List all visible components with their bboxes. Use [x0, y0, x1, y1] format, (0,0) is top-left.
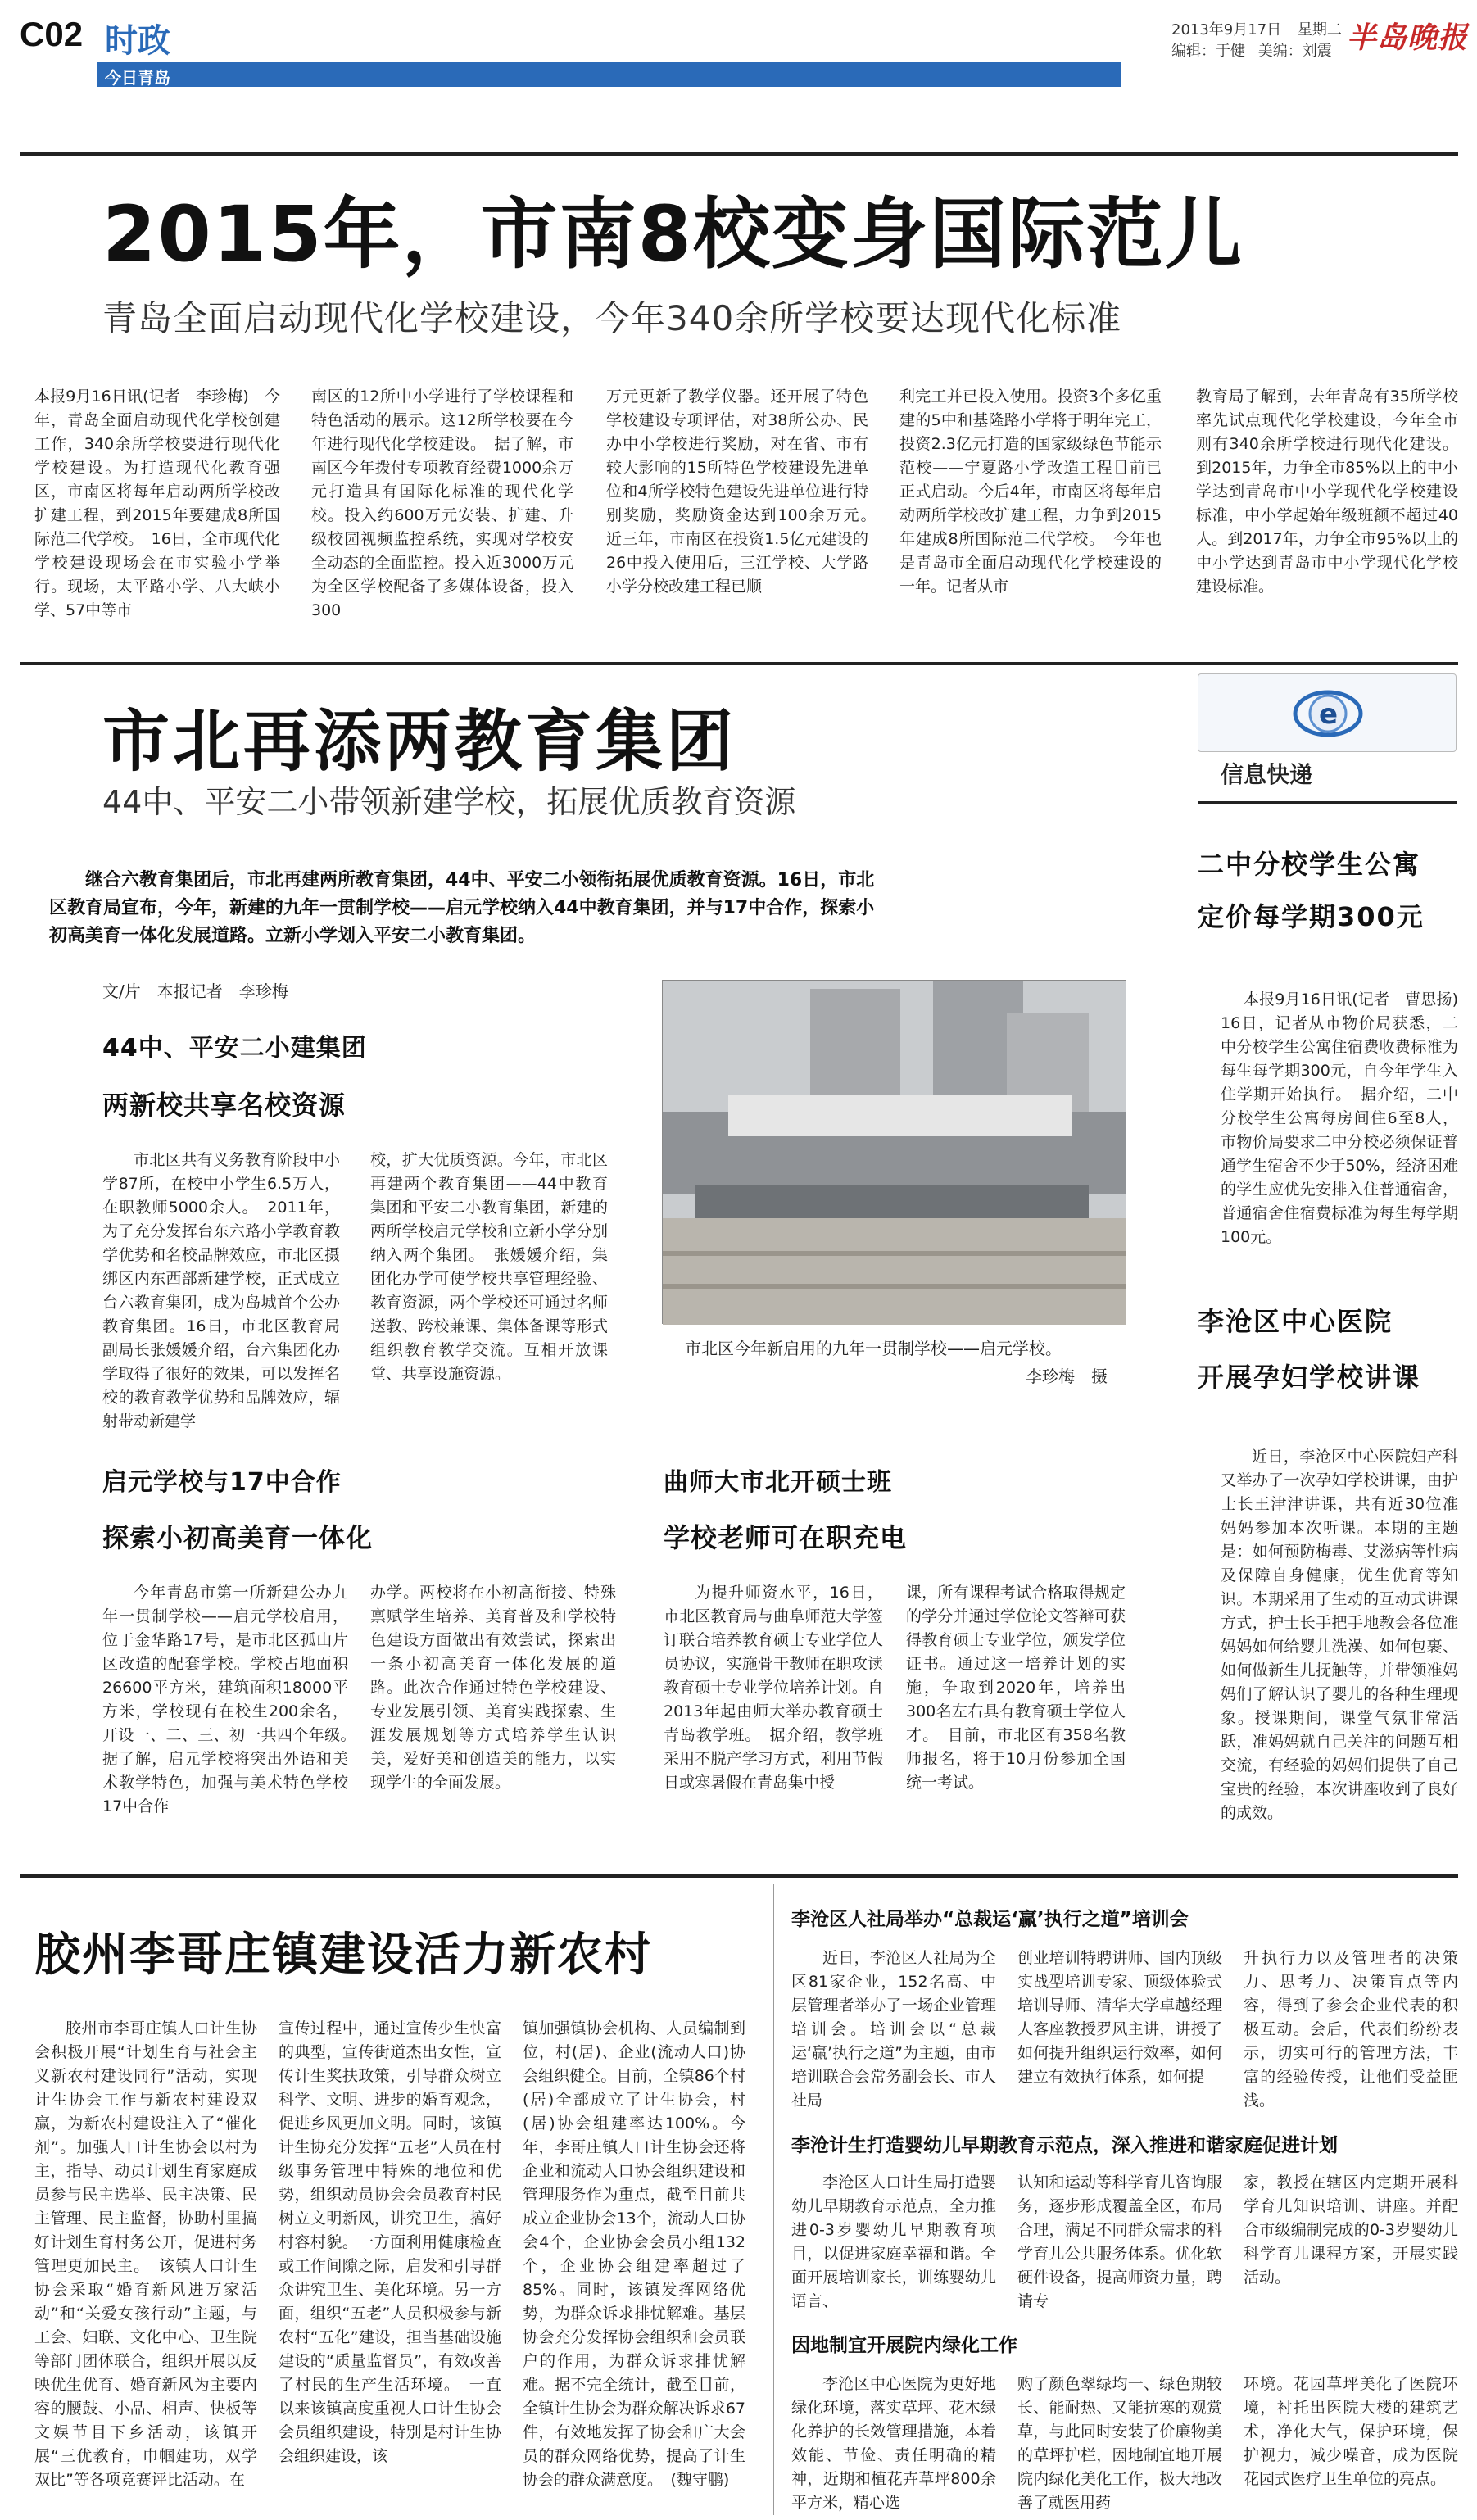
story2-photo: [662, 980, 1126, 1324]
weekday-text: 星期二: [1297, 21, 1342, 39]
lead-col-3: 万元更新了教学仪器。还开展了特色学校建设专项评估，对38所公办、民办中小学校进行奖励，对在省、市有较大影响的15所特色学校建设先进单位和4所学校特色建设先进单位进行特别奖励，奖励资金达到100余万元。 近三年，市南区在投资1.5亿元建设的26中投入使用后，三江学校、大学路小学分校改建工程已顺: [606, 388, 885, 596]
editor-text: 编辑：于健: [1171, 43, 1245, 60]
story2-headline: 市北再添两教育集团: [102, 703, 737, 781]
bottom-right-a2-col3: 家，教授在辖区内定期开展科学育儿知识培训、讲座。并配合市级编制完成的0-3岁婴幼儿科学育儿课程方案，开展实践活动。: [1244, 2173, 1458, 2287]
lead-col-4: 利完工并已投入使用。投资3个多亿重建的5中和基隆路小学将于明年完工，投资2.3亿元打造的国家级绿色节能示范校——宁夏路小学改造工程目前已正式启动。今后4年，市南区将每年启动两所学校改扩建工程，力争到2015年建成8所国际范二代学校。 今年也是青岛市全面启动现代化学校建设的一年。记者从市: [899, 388, 1162, 596]
sidebar-logo-box: [1198, 673, 1457, 752]
designer-text: 美编：刘震: [1257, 43, 1332, 60]
lead-subhead: 青岛全面启动现代化学校建设，今年340余所学校要达现代化标准: [102, 298, 1122, 338]
sidebar-item1-title2: 定价每学期300元: [1198, 901, 1425, 932]
story2-sec1-title: 两新校共享名校资源: [102, 1090, 347, 1121]
story2-sec2-col1: 今年青岛市第一所新建公办九年一贯制学校——启元学校启用，位于金华路17号，是市北区孤山片区改造的配套学校。学校占地面积26600平方米，建筑面积18000平方米，学校现有在校生200余名，开设一、二、三、初一共四个年级。 据了解，启元学校将突出外语和美术教学特色，加强与美术特色学校17中合作: [102, 1584, 365, 1815]
story2-sec1-col2: 校，扩大优质资源。今年，市北区再建两个教育集团——44中教育集团和平安二小教育集团，新建的两所学校启元学校和立新小学分别纳入两个集团。 张媛媛介绍，集团化办学可使学校共享管理经验、教育资源，两个学校还可通过名师送教、跨校兼课、集体备课等形式组织教育教学交流。互相开放课堂、共享设施资源。: [370, 1151, 608, 1383]
story2-sec2-col2: 办学。两校将在小初高衔接、特殊禀赋学生培养、美育普及和学校特色建设方面做出有效尝试，探索出一条小初高美育一体化发展的道路。此次合作通过特色学校建设、专业发展引领、美育实践探索、生涯发展规划等方式培养学生认识美，爱好美和创造美的能力，以实现学生的全面发展。: [370, 1584, 616, 1792]
story2-sec3-title: 学校老师可在职充电: [664, 1522, 908, 1553]
sidebar-item1-body: 本报9月16日讯(记者 曹思扬) 16日，记者从市物价局获悉，二中分校学生公寓住宿费收费标准为每生每学期300元，自今年学生入住学期开始执行。 据介绍，二中分校学生公寓每房间住6至8人，市物价局要求二中分校必须保证普通学生宿舍不少于50%，经济困难的学生应优先安排入住普通宿舍，普通宿舍住宿费标准为每生每学期100元。: [1221, 990, 1475, 1246]
bottom-right-a2-col2: 认知和运动等科学育儿咨询服务，逐步形成覆盖全区，布局合理，满足不同群众需求的科学育儿公共服务体系。优化软硬件设备，提高师资力量，聘请专: [1017, 2173, 1222, 2310]
story2-sec2-title: 探索小初高美育一体化: [102, 1522, 374, 1553]
bottom-right-a2-col1: 李沧区人口计生局打造婴幼儿早期教育示范点，全力推进0-3岁婴幼儿早期教育项目，以促进家庭幸福和谐。全面开展培训家长，训练婴幼儿语言、: [791, 2173, 996, 2310]
sidebar-top-rule: [1198, 801, 1457, 804]
sidebar-item1-title1: 二中分校学生公寓: [1198, 849, 1421, 880]
sidebar-item2-title1: 李沧区中心医院: [1198, 1306, 1393, 1337]
bottom-left-col2: 宣传过程中，通过宣传少生快富的典型，宣传街道杰出女性，宣传计生奖扶政策，引导群众树立科学、文明、进步的婚育观念，促进乡风更加文明。同时，该镇计生协充分发挥“五老”人员在村级事务管理中特殊的地位和优势，组织动员协会会员教育村民树立文明新风，讲究卫生，搞好村容村貌。一方面利用健康检查或工作间隙之际，启发和引导群众讲究卫生、美化环境。另一方面，组织“五老”人员积极参与新农村“五化”建设，担当基础设施建设的“质量监督员”，有效改善了村民的生产生活环境。 一直以来该镇高度重视人口计生协会会员组织建设，特别是村计生协会组织建设，该: [279, 2019, 501, 2465]
bottom-right-a1-col2: 创业培训特聘讲师、国内顶级实战型培训专家、顶级体验式培训导师、清华大学卓越经理人客座教授罗风主讲，讲授了如何提升组织运行效率，如何建立有效执行体系，如何提: [1017, 1949, 1222, 2086]
bottom-right-a3-title: 因地制宜开展院内绿化工作: [791, 2335, 1017, 2356]
lead-col-2: 南区的12所中小学进行了学校课程和特色活动的展示。这12所学校要在今年进行现代化学校建设。 据了解，市南区今年拨付专项教育经费1000余万元打造具有国际化标准的现代化学校。投入约600万元安装、扩建、升级校园视频监控系统，实现对学校安全动态的全面监控。投入近3000万元为全区学校配备了多媒体设备，投入300: [311, 388, 573, 619]
photo-caption: 市北区今年新启用的九年一贯制学校——启元学校。: [685, 1339, 1062, 1358]
bottom-right-a1-title: 李沧区人社局举办“总裁运‘赢’执行之道”培训会: [791, 1909, 1189, 1930]
bottom-left-col1: 胶州市李哥庄镇人口计生协会积极开展“计划生育与社会主义新农村建设同行”活动，实现计生协会工作与新农村建设双赢，为新农村建设注入了“催化剂”。加强人口计生协会以村为主，指导、动员计划生育家庭成员参与民主选举、民主决策、民主管理、民主监督，协助村里搞好计划生育村务公开，促进村务管理更加民主。 该镇人口计生协会采取“婚育新风进万家活动”和“关爱女孩行动”主题，与工会、妇联、文化中心、卫生院等部门团体联合，组织开展以反映优生优育、婚育新风为主要内容的腰鼓、小品、相声、快板等文娱节目下乡活动，该镇开展“三优教育，巾帼建功，双学双比”等各项竞赛评比活动。在: [34, 2019, 257, 2489]
sidebar-item2-title2: 开展孕妇学校讲课: [1198, 1362, 1421, 1393]
story2-byline: 文/片 本报记者 李珍梅: [102, 981, 288, 1001]
bottom-right-a3-col2: 购了颜色翠绿均一、绿色期较长、能耐热、又能抗寒的观赏草，与此同时安装了价廉物美的草坪护栏，因地制宜地开展院内绿化美化工作，极大地改善了就医用药: [1017, 2375, 1222, 2512]
story2-lead: 继合六教育集团后，市北再建两所教育集团，44中、平安二小领衔拓展优质教育资源。16日，市北区教育局宣布，今年，新建的九年一贯制学校——启元学校纳入44中教育集团，并与17中合作，探索小初高美育一体化发展道路。立新小学划入平安二小教育集团。: [49, 870, 875, 946]
lead-headline: 2015年，市南8校变身国际范儿: [102, 190, 1244, 279]
bottom-right-a3-col1: 李沧区中心医院为更好地绿化环境，落实草坪、花木绿化养护的长效管理措施，本着效能、节俭、责任明确的精神，近期和植花卉草坪800余平方米，精心选: [791, 2375, 996, 2512]
bottom-band-rule: [20, 1874, 1458, 1878]
sidebar-label: 信息快递: [1221, 761, 1313, 788]
sidebar-item2-body: 近日，李沧区中心医院妇产科又举办了一次孕妇学校讲课，由护士长王津津讲课，共有近30位准妈妈参加本次听课。本期的主题是：如何预防梅毒、艾滋病等性病及保障自身健康，优生优育等知识。本期采用了生动的互动式讲课方式，护士长手把手地教会各位准妈妈如何给婴儿洗澡、如何包裹、如何做新生儿抚触等，并带领准妈妈们了解认识了婴儿的各种生理现象。授课期间，课堂气氛非常活跃，准妈妈就自己关注的问题互相交流，有经验的妈妈们提供了自己宝贵的经验，本次讲座收到了良好的成效。: [1221, 1448, 1458, 1822]
bottom-right-a1-col3: 升执行力以及管理者的决策力、思考力、决策盲点等内容，得到了参会企业代表的积极互动。会后，代表们纷纷表示，切实可行的管理方法，丰富的经验传授，让他们受益匪浅。: [1244, 1949, 1458, 2110]
section-title: 时政: [105, 22, 170, 60]
lead-col-1: 本报9月16日讯(记者 李珍梅) 今年，青岛全面启动现代化学校创建工作，340余所学校要进行现代化学校建设。为打造现代化教育强区，市南区将每年启动两所学校改扩建工程，到2015年要建成8所国际范二代学校。 16日，全市现代化学校建设现场会在市实验小学举行。现场，太平路小学、八大峡小学、57中等市: [34, 388, 280, 619]
issue-date: [1171, 18, 1342, 39]
story2-sec3-kicker: 曲师大市北开硕士班: [664, 1468, 892, 1497]
editor-credits: [1171, 39, 1332, 61]
subsection-title: 今日青岛: [105, 68, 170, 88]
e-news-icon: [1279, 678, 1377, 748]
page-code: C02: [20, 15, 84, 53]
photo-credit: 李珍梅 摄: [1026, 1367, 1108, 1386]
bottom-left-headline: 胶州李哥庄镇建设活力新农村: [34, 1929, 652, 1982]
bottom-left-col3: 镇加强镇协会机构、人员编制到位，村(居)、企业(流动人口)协会组织健全。目前，全镇86个村(居)全部成立了计生协会，村(居)协会组建率达100%。今年，李哥庄镇人口计生协会还将企业和流动人口协会组织建设和管理服务作为重点，截至目前共成立企业协会13个，流动人口协会4个，企业协会会员小组132个，企业协会组建率超过了85%。同时，该镇发挥网络优势，为群众诉求排忧解难。基层协会充分发挥协会组织和会员联户的作用，为群众诉求排忧解难。据不完全统计，截至目前，全镇计生协会为群众解决诉求67件，有效地发挥了协会和广大会员的群众网络优势，提高了计生协会的群众满意度。 (魏守鹏): [523, 2019, 745, 2489]
bottom-band-divider: [773, 1884, 774, 2515]
story2-sec3-col1: 为提升师资水平，16日，市北区教育局与曲阜师范大学签订联合培养教育硕士专业学位人员协议，实施骨干教师在职攻读教育硕士专业学位培养计划。自2013年起由师大举办教育硕士青岛教学班。 据介绍，教学班采用不脱产学习方式，利用节假日或寒暑假在青岛集中授: [664, 1584, 883, 1792]
date-text: 2013年9月17日: [1171, 21, 1282, 39]
story2-sec2-kicker: 启元学校与17中合作: [102, 1468, 342, 1497]
lead-bottom-rule: [20, 662, 1458, 665]
lead-top-rule: [20, 152, 1458, 156]
bottom-right-a1-col1: 近日，李沧区人社局为全区81家企业，152名高、中层管理者举办了一场企业管理培训会。培训会以“总裁运‘赢’执行之道”为主题，由市培训联合会常务副会长、市人社局: [791, 1949, 996, 2110]
bottom-right-a2-title: 李沧计生打造婴幼儿早期教育示范点，深入推进和谐家庭促进计划: [791, 2135, 1338, 2156]
story2-sec1-col1: 市北区共有义务教育阶段中小学87所，在校中小学生6.5万人，在职教师5000余人。 2011年，为了充分发挥台东六路小学教育教学优势和名校品牌效应，市北区摄绑区内东西部新建学校，正式成立台六教育集团，成为岛城首个公办教育集团。16日，市北区教育局副局长张媛媛介绍，台六集团化办学取得了很好的效果，可以发挥名校的教育教学优势和品牌效应，辐射带动新建学: [102, 1151, 340, 1430]
brand-logo: 半岛晚报: [1347, 20, 1469, 55]
school-building-photo: [663, 981, 1126, 1325]
bottom-right-a3-col3: 环境。花园草坪美化了医院环境，衬托出医院大楼的建筑艺术，净化大气，保护环境，保护视力，减少噪音，成为医院花园式医疗卫生单位的亮点。: [1244, 2375, 1458, 2488]
story2-sec3-col2: 课，所有课程考试合格取得规定的学分并通过学位论文答辩可获得教育硕士专业学位，颁发学位证书。通过这一培养计划的实施，争取到2020年，培养出300名左右具有教育硕士学位人才。 目前，市北区有358名教师报名，将于10月份参加全国统一考试。: [906, 1584, 1126, 1792]
svg-text:e: e: [1319, 698, 1339, 731]
lead-col-5: 教育局了解到，去年青岛有35所学校率先试点现代化学校建设，今年全市则有340余所学校进行现代化建设。到2015年，力争全市85%以上的中小学达到青岛市中小学现代化学校建设标准，中小学起始年级班额不超过40人。到2017年，力争全市95%以上的中小学达到青岛市中小学现代化学校建设标准。: [1196, 388, 1458, 596]
story2-subhead: 44中、平安二小带领新建学校，拓展优质教育资源: [102, 784, 796, 820]
section-bar: [97, 62, 1121, 87]
story2-sec1-kicker: 44中、平安二小建集团: [102, 1034, 367, 1063]
